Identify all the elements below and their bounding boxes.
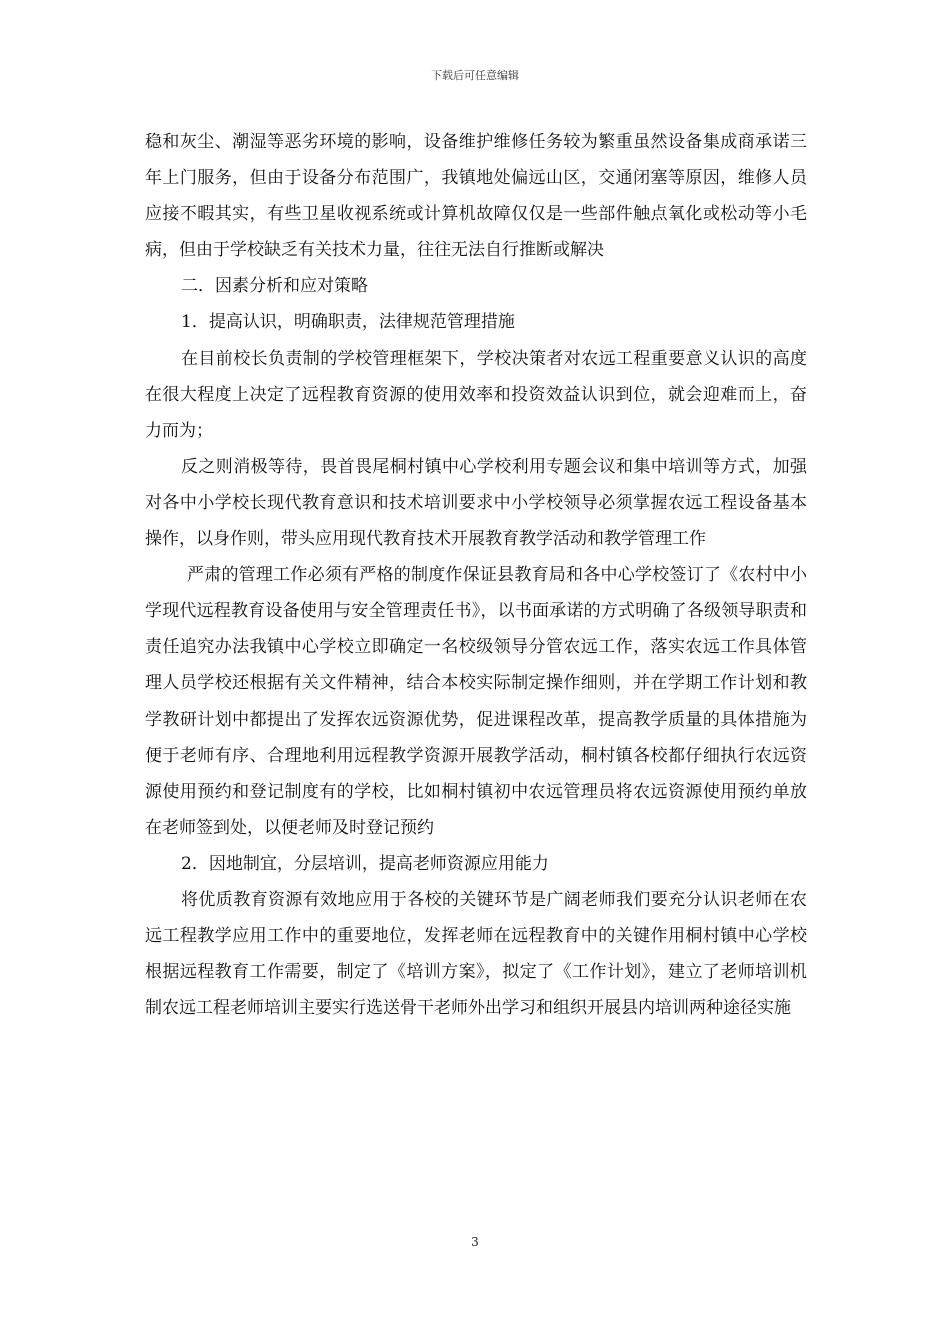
page-number: 3 [471,1235,479,1249]
subsection-heading-1: 1．提高认识，明确职责，法律规范管理措施 [181,312,515,333]
section-heading: 二．因素分析和应对策略 [181,276,368,297]
document-body [145,124,807,1026]
paragraph: 严肃的管理工作必须有严格的制度作保证县教育局和各中心学校签订了《农村中小学现代远程教育设备使用与安全管理责任书》，以书面承诺的方式明确了各级领导职责和责任追究办法我镇中心学校立即确定一名校级领导分管农远工作，落实农远工作具体管理人员学校还根据有关文件精神，结合本校实际制定操作细则，并在学期工作计划和教学教研计划中都提出了发挥农远资源优势，促进课程改革，提高教学质量的具体措施为便于老师有序、合理地利用远程教学资源开展教学活动，桐村镇各校都仔细执行农远资源使用预约和登记制度有的学校，比如桐村镇初中农远管理员将农远资源使用预约单放在老师签到处，以便老师及时登记预约 [145,565,807,838]
paragraph: 将优质教育资源有效地应用于各校的关键环节是广阔老师我们要充分认识老师在农远工程教学应用工作中的重要地位，发挥老师在远程教育中的关键作用桐村镇中心学校根据远程教育工作需要，制定了《培训方案》，拟定了《工作计划》，建立了老师培训机制农远工程老师培训主要实行选送骨干老师外出学习和组织开展县内培训两种途径实施 [145,889,807,1019]
paragraph-continuation: 稳和灰尘、潮湿等恶劣环境的影响，设备维护维修任务较为繁重虽然设备集成商承诺三年上门服务，但由于设备分布范围广，我镇地处偏远山区，交通闭塞等原因，维修人员应接不暇其实，有些卫星收视系统或计算机故障仅仅是一些部件触点氧化或松动等小毛病，但由于学校缺乏有关技术力量，往往无法自行推断或解决 [145,132,807,261]
paragraph: 反之则消极等待，畏首畏尾桐村镇中心学校利用专题会议和集中培训等方式，加强对各中小学校长现代教育意识和技术培训要求中小学校领导必须掌握农远工程设备基本操作，以身作则，带头应用现代教育技术开展教育教学活动和教学管理工作 [145,456,807,550]
subsection-heading-2: 2．因地制宜，分层培训，提高老师资源应用能力 [181,853,549,874]
paragraph: 在目前校长负责制的学校管理框架下，学校决策者对农远工程重要意义认识的高度在很大程度上决定了远程教育资源的使用效率和投资效益认识到位，就会迎难而上，奋力而为； [145,348,807,441]
page-header: 下载后可任意编辑 [431,69,519,82]
